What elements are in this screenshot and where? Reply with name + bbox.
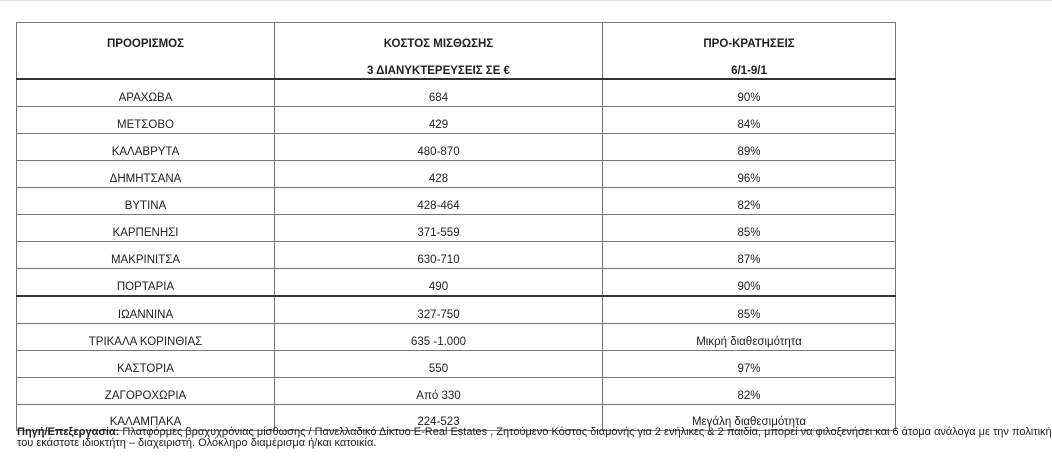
table-row: [17, 351, 896, 378]
cell-cost: 635 -1.000: [275, 324, 603, 351]
cell-cost: 684: [275, 79, 603, 107]
table-row: [17, 242, 896, 269]
header-destination-label: ΠΡΟΟΡΙΣΜΟΣ: [106, 38, 185, 50]
cell-destination: ΜΑΚΡΙΝΙΤΣΑ: [17, 242, 275, 269]
header-cost-label: ΚΟΣΤΟΣ ΜΙΣΘΩΣΗΣ: [383, 38, 494, 50]
cell-cost: 550: [275, 351, 603, 378]
table-row: [17, 215, 896, 242]
cell-bookings: 85%: [603, 296, 896, 324]
cell-destination: ΖΑΓΟΡΟΧΩΡΙΑ: [17, 378, 275, 405]
cell-cost: 630-710: [275, 242, 603, 269]
table-row: [17, 324, 896, 351]
cell-bookings: 82%: [603, 378, 896, 405]
cell-cost: 428-464: [275, 188, 603, 215]
table-row: [17, 378, 896, 405]
table-row: [17, 134, 896, 161]
cell-destination: ΠΟΡΤΑΡΙΑ: [17, 269, 275, 297]
cell-destination: ΤΡΙΚΑΛΑ ΚΟΡΙΝΘΙΑΣ: [17, 324, 275, 351]
cell-bookings: 90%: [603, 269, 896, 297]
cell-destination: ΜΕΤΣΟΒΟ: [17, 107, 275, 134]
source-note-label: Πηγή/Επεξεργασία:: [17, 426, 120, 438]
cell-destination: ΙΩΑΝΝΙΝΑ: [17, 296, 275, 324]
header-cost: [275, 23, 603, 80]
table-header-row: [17, 23, 896, 80]
cell-destination: ΚΑΣΤΟΡΙΑ: [17, 351, 275, 378]
cell-cost: 428: [275, 161, 603, 188]
cell-cost: 429: [275, 107, 603, 134]
table-row: [17, 188, 896, 215]
cell-bookings: 89%: [603, 134, 896, 161]
top-divider: [0, 0, 1052, 1]
table-row: [17, 161, 896, 188]
rental-cost-table: [16, 22, 896, 431]
header-bookings-sub: 6/1-9/1: [731, 65, 767, 77]
source-note: [17, 427, 1052, 449]
source-note-text: Πλατφόρμες βραχυχρόνιας μίσθωσης / Πανελλαδικό Δίκτυο E-Real Estates , Ζητούμενο Κόστος διαμονής για 2 ενήλικες & 2 παιδία, μπορεί να φιλοξενήσει και 6 άτομα ανάλογα με την πολιτική του εκάστοτε ιδιοκτήτη – διαχειριστή. Ολόκληρο διαμέρισμα ή/και κατοικία.: [17, 426, 1052, 449]
table-row: [17, 79, 896, 107]
cell-cost: 480-870: [275, 134, 603, 161]
cell-destination: ΑΡΑΧΩΒΑ: [17, 79, 275, 107]
cell-cost: 490: [275, 269, 603, 297]
cell-bookings: 84%: [603, 107, 896, 134]
cell-cost: 371-559: [275, 215, 603, 242]
cell-destination: ΔΗΜΗΤΣΑΝΑ: [17, 161, 275, 188]
table-row: [17, 296, 896, 324]
cell-destination: ΚΑΡΠΕΝΗΣΙ: [17, 215, 275, 242]
cell-bookings: 87%: [603, 242, 896, 269]
cell-bookings: Μικρή διαθεσιμότητα: [603, 324, 896, 351]
table-row: [17, 269, 896, 297]
header-cost-sub: 3 ΔΙΑΝΥΚΤΕΡΕΥΣΕΙΣ ΣΕ €: [367, 65, 510, 77]
cell-bookings: Μεγάλη διαθεσιμότητα: [603, 405, 896, 431]
cell-cost: 327-750: [275, 296, 603, 324]
cell-destination: ΚΑΛΑΜΠΑΚΑ: [17, 405, 275, 431]
cell-cost: Από 330: [275, 378, 603, 405]
cell-bookings: 82%: [603, 188, 896, 215]
cell-bookings: 96%: [603, 161, 896, 188]
cell-destination: ΒΥΤΙΝΑ: [17, 188, 275, 215]
header-bookings: [603, 23, 896, 80]
cell-bookings: 90%: [603, 79, 896, 107]
table-row: [17, 107, 896, 134]
header-destination: [17, 23, 275, 80]
cell-bookings: 97%: [603, 351, 896, 378]
cell-cost: 224-523: [275, 405, 603, 431]
cell-destination: ΚΑΛΑΒΡΥΤΑ: [17, 134, 275, 161]
header-bookings-label: ΠΡΟ-ΚΡΑΤΗΣΕΙΣ: [703, 38, 795, 50]
cell-bookings: 85%: [603, 215, 896, 242]
